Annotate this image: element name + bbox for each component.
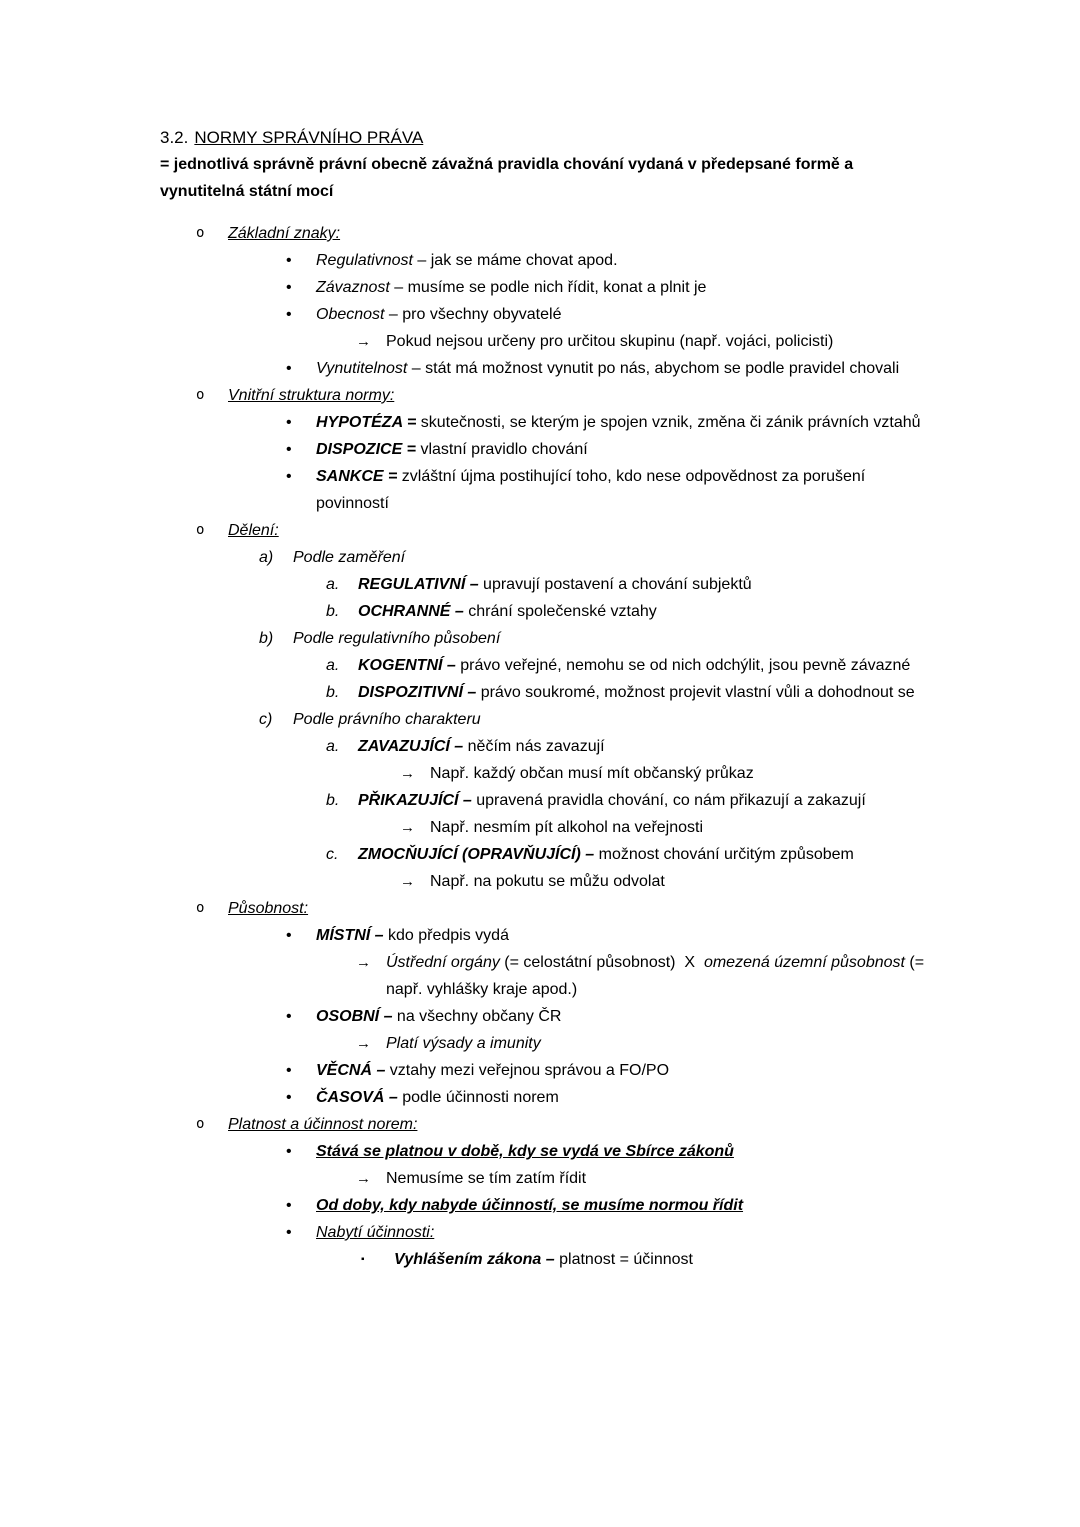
list-item: [160, 517, 935, 544]
list-marker: →: [356, 1035, 371, 1052]
text-segment: DISPOZITIVNÍ –: [358, 684, 477, 701]
list-marker: →: [400, 819, 415, 836]
text-segment: DISPOZICE =: [316, 441, 417, 458]
list-item-text: [316, 1003, 935, 1030]
list-item: [160, 625, 935, 652]
text-segment: skutečnosti, se kterým je spojen vznik, změna či zánik právních vztahů: [416, 414, 921, 431]
text-segment: Dělení:: [228, 522, 279, 539]
text-segment: Obecnost: [316, 306, 385, 323]
text-segment: podle účinnosti norem: [397, 1089, 559, 1106]
text-segment: Vyhlášením zákona –: [394, 1251, 555, 1268]
list-item: [160, 1192, 935, 1219]
list-item: [160, 463, 935, 517]
list-marker: •: [286, 441, 292, 458]
text-segment: – jak se máme chovat apod.: [412, 252, 618, 269]
list-marker: •: [286, 1008, 292, 1025]
text-segment: ZMOCŇUJÍCÍ (OPRAVŇUJÍCÍ) –: [358, 846, 595, 863]
text-segment: Od doby, kdy nabyde účinností, se musíme normou řídit: [316, 1197, 744, 1214]
list-item-text: [316, 247, 935, 274]
text-segment: na všechny občany ČR: [392, 1008, 562, 1025]
list-item-text: [386, 949, 935, 1003]
document-lines: [160, 220, 935, 1273]
list-item: [160, 409, 935, 436]
text-segment: – stát má možnost vynutit po nás, abychom se podle pravidel chovali: [407, 360, 900, 377]
list-item-text: [228, 517, 935, 544]
text-segment: REGULATIVNÍ –: [358, 576, 479, 593]
list-item: [160, 706, 935, 733]
list-item: [160, 220, 935, 247]
list-marker: a.: [326, 576, 340, 593]
text-segment: Působnost:: [228, 900, 309, 917]
text-segment: Regulativnost: [316, 252, 413, 269]
text-segment: OSOBNÍ –: [316, 1008, 393, 1025]
list-item-text: [430, 814, 935, 841]
list-item: [160, 301, 935, 328]
list-item: [160, 1057, 935, 1084]
list-marker: c): [259, 711, 273, 728]
list-item: [160, 1030, 935, 1057]
list-item-text: [293, 706, 935, 733]
text-segment: Vnitřní struktura normy:: [228, 387, 395, 404]
text-segment: zvláštní újma postihující toho, kdo nese odpovědnost za porušení povinností: [316, 468, 870, 512]
text-segment: upravují postavení a chování subjektů: [478, 576, 752, 593]
list-item: [160, 1111, 935, 1138]
text-segment: omezená územní působnost: [703, 954, 905, 971]
list-marker: •: [286, 927, 292, 944]
list-item: [160, 274, 935, 301]
list-item-text: [358, 652, 935, 679]
list-item: [160, 247, 935, 274]
list-item: [160, 760, 935, 787]
text-segment: Platnost a účinnost norem:: [228, 1116, 418, 1133]
list-marker: b): [259, 630, 274, 647]
text-segment: upravená pravidla chování, co nám přikazují a zakazují: [471, 792, 866, 809]
list-item: [160, 436, 935, 463]
list-item-text: [293, 544, 935, 571]
list-item-text: [228, 895, 935, 922]
list-item-text: [293, 625, 935, 652]
text-segment: OCHRANNÉ –: [358, 603, 464, 620]
list-item-text: [316, 436, 935, 463]
list-item: [160, 571, 935, 598]
list-marker: •: [286, 414, 292, 431]
text-segment: VĚCNÁ –: [316, 1062, 386, 1079]
list-item-text: [228, 1111, 935, 1138]
list-marker: o: [196, 900, 205, 916]
list-item-text: [358, 841, 935, 868]
list-marker: o: [196, 225, 205, 241]
text-segment: Nabytí účinnosti:: [316, 1224, 435, 1241]
list-marker: •: [286, 468, 292, 485]
list-item-text: [316, 922, 935, 949]
text-segment: Podle zaměření: [293, 549, 406, 566]
text-segment: právo soukromé, možnost projevit vlastní vůli a dohodnout se: [476, 684, 915, 701]
section-title: NORMY SPRÁVNÍHO PRÁVA: [194, 128, 424, 147]
text-segment: (= celostátní působnost) X: [499, 954, 704, 971]
text-segment: Např. na pokutu se můžu odvolat: [430, 873, 665, 890]
text-segment: Podle regulativního působení: [293, 630, 501, 647]
list-marker: a): [259, 549, 274, 566]
text-segment: ZAVAZUJÍCÍ –: [358, 738, 464, 755]
list-item: [160, 598, 935, 625]
list-item-text: [386, 328, 935, 355]
text-segment: Stává se platnou v době, kdy se vydá ve Sbírce zákonů: [316, 1143, 734, 1160]
section-number: 3.2.: [160, 128, 189, 147]
list-item-text: [316, 274, 935, 301]
text-segment: Platí výsady a imunity: [386, 1035, 541, 1052]
text-segment: – musíme se podle nich řídit, konat a plnit je: [389, 279, 707, 296]
text-segment: ČASOVÁ –: [316, 1089, 398, 1106]
list-item-text: [316, 355, 935, 382]
list-marker: →: [356, 954, 371, 971]
list-marker: b.: [326, 603, 340, 620]
list-item: [160, 841, 935, 868]
list-item: [160, 1084, 935, 1111]
list-item-text: [316, 1192, 935, 1219]
list-item-text: [316, 463, 935, 517]
list-item-text: [430, 760, 935, 787]
text-segment: Pokud nejsou určeny pro určitou skupinu (např. vojáci, policisti): [386, 333, 834, 350]
list-item-text: [386, 1165, 935, 1192]
text-segment: něčím nás zavazují: [463, 738, 605, 755]
list-item-text: [358, 598, 935, 625]
list-item-text: [316, 301, 935, 328]
list-marker: →: [400, 765, 415, 782]
list-item-text: [394, 1246, 935, 1273]
text-segment: Základní znaky:: [228, 225, 341, 242]
list-marker: o: [196, 522, 205, 538]
text-segment: Nemusíme se tím zatím řídit: [386, 1170, 587, 1187]
list-marker: →: [400, 873, 415, 890]
list-marker: b.: [326, 684, 340, 701]
list-item: [160, 328, 935, 355]
list-item: [160, 679, 935, 706]
text-segment: MÍSTNÍ –: [316, 927, 384, 944]
text-segment: možnost chování určitým způsobem: [594, 846, 854, 863]
list-item-text: [358, 787, 935, 814]
list-item: [160, 895, 935, 922]
list-item-text: [228, 220, 935, 247]
list-item: [160, 733, 935, 760]
list-item: [160, 382, 935, 409]
text-segment: kdo předpis vydá: [383, 927, 509, 944]
list-item: [160, 1165, 935, 1192]
list-marker: o: [196, 1116, 205, 1132]
list-marker: •: [286, 252, 292, 269]
list-item: [160, 1003, 935, 1030]
list-item: [160, 652, 935, 679]
list-marker: c.: [326, 846, 339, 863]
text-segment: Ústřední orgány: [386, 954, 500, 971]
list-item-text: [316, 1084, 935, 1111]
list-item-text: [316, 409, 935, 436]
list-marker: •: [286, 1224, 292, 1241]
list-item: [160, 1219, 935, 1246]
text-segment: vztahy mezi veřejnou správou a FO/PO: [385, 1062, 670, 1079]
text-segment: Vynutitelnost: [316, 360, 408, 377]
text-segment: Podle právního charakteru: [293, 711, 481, 728]
list-item-text: [228, 382, 935, 409]
text-segment: Např. nesmím pít alkohol na veřejnosti: [430, 819, 704, 836]
text-segment: (= např. vyhlášky kraje apod.): [386, 954, 929, 998]
text-segment: Závaznost: [316, 279, 390, 296]
list-marker: •: [286, 1143, 292, 1160]
list-marker: •: [286, 1089, 292, 1106]
list-marker: b.: [326, 792, 340, 809]
list-item: [160, 544, 935, 571]
text-segment: PŘIKAZUJÍCÍ –: [358, 792, 472, 809]
list-item-text: [386, 1030, 935, 1057]
list-item-text: [316, 1057, 935, 1084]
list-marker: •: [286, 279, 292, 296]
list-item: [160, 355, 935, 382]
text-segment: KOGENTNÍ –: [358, 657, 456, 674]
list-item-text: [358, 571, 935, 598]
list-marker: →: [356, 1170, 371, 1187]
list-item: [160, 814, 935, 841]
list-item: [160, 1138, 935, 1165]
list-item: [160, 922, 935, 949]
list-item: [160, 787, 935, 814]
text-segment: HYPOTÉZA =: [316, 414, 417, 431]
list-item: [160, 949, 935, 1003]
list-item-text: [316, 1219, 935, 1246]
text-segment: chrání společenské vztahy: [463, 603, 657, 620]
list-item-text: [430, 868, 935, 895]
list-item-text: [358, 733, 935, 760]
list-marker: o: [196, 387, 205, 403]
text-segment: SANKCE =: [316, 468, 398, 485]
intro-paragraph: = jednotlivá správně právní obecně závažná pravidla chování vydaná v předepsané formě a vynutitelná státní mocí: [160, 156, 854, 200]
list-marker: →: [356, 333, 371, 350]
section-heading: [160, 124, 935, 151]
text-segment: vlastní pravidlo chování: [416, 441, 588, 458]
list-item: [160, 1246, 935, 1273]
list-marker: a.: [326, 657, 340, 674]
text-segment: – pro všechny obyvatelé: [384, 306, 562, 323]
text-segment: právo veřejné, nemohu se od nich odchýlit, jsou pevně závazné: [455, 657, 911, 674]
list-marker: •: [286, 360, 292, 377]
text-segment: platnost = účinnost: [554, 1251, 693, 1268]
list-item: [160, 868, 935, 895]
list-marker: •: [286, 1062, 292, 1079]
text-segment: Např. každý občan musí mít občanský průkaz: [430, 765, 754, 782]
list-marker: a.: [326, 738, 340, 755]
list-item-text: [358, 679, 935, 706]
list-marker: ▪: [361, 1254, 365, 1265]
list-marker: •: [286, 306, 292, 323]
list-marker: •: [286, 1197, 292, 1214]
list-item-text: [316, 1138, 935, 1165]
